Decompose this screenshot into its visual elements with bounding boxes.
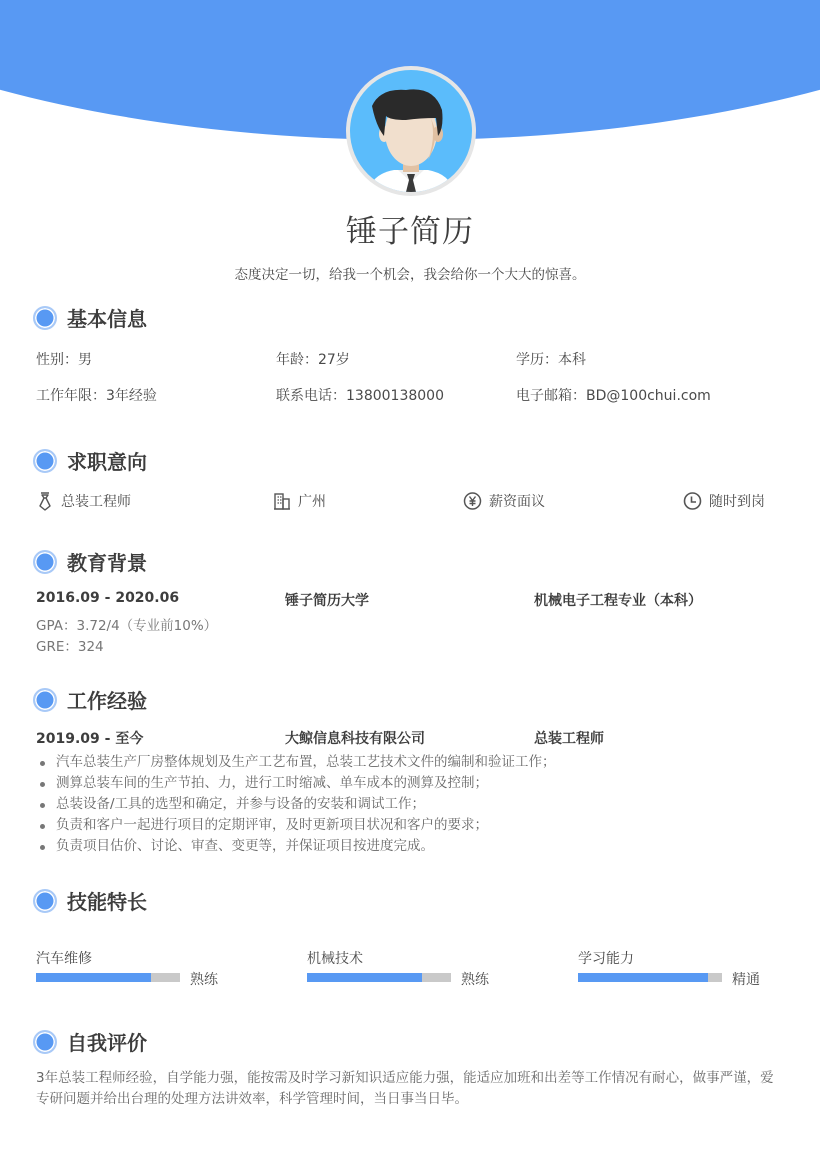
section-title: 工作经验 — [67, 689, 147, 713]
phone-field: 联系电话：13800138000 — [276, 388, 444, 404]
email-field: 电子邮箱：BD@100chui.com — [516, 388, 711, 404]
skill-level: 熟练 — [461, 972, 489, 988]
avatar — [346, 66, 476, 196]
section-bullet-icon — [33, 688, 57, 712]
list-item: 测算总装车间的生产节拍、力，进行工时缩减、单车成本的测算及控制； — [36, 773, 556, 794]
gender-field: 性别：男 — [36, 352, 92, 368]
intent-availability-label: 随时到岗 — [709, 494, 765, 510]
section-title: 求职意向 — [67, 450, 147, 474]
work-years-field: 工作年限：3年经验 — [36, 388, 157, 404]
section-education — [33, 547, 147, 576]
intent-city-label: 广州 — [298, 494, 326, 510]
section-title: 教育背景 — [67, 551, 147, 575]
tie-icon — [36, 491, 54, 511]
education-major: 机械电子工程专业（本科） — [534, 593, 702, 609]
section-bullet-icon — [33, 306, 57, 330]
intent-city — [273, 491, 326, 511]
section-title: 技能特长 — [67, 890, 147, 914]
section-bullet-icon — [33, 889, 57, 913]
work-duties-list — [36, 752, 556, 857]
list-item: 负责项目估价、讨论、审查、变更等，并保证项目按进度完成。 — [36, 836, 556, 857]
list-item: 汽车总装生产厂房整体规划及生产工艺布置，总装工艺技术文件的编制和验证工作； — [36, 752, 556, 773]
list-item: 负责和客户一起进行项目的定期评审，及时更新项目状况和客户的要求； — [36, 815, 556, 836]
intent-position — [36, 491, 131, 511]
self-evaluation-text: 3年总装工程师经验，自学能力强，能按需及时学习新知识适应能力强，能适应加班和出差等工作情况有耐心，做事严谨，爱专研问题并给出台理的处理方法讲效率，科学管理时间，当日事当日毕。 — [36, 1070, 774, 1107]
skill-name: 学习能力 — [578, 951, 634, 967]
education-school: 锤子简历大学 — [285, 593, 369, 609]
intent-position-label: 总装工程师 — [61, 494, 131, 510]
section-work — [33, 685, 147, 714]
work-company: 大鲸信息科技有限公司 — [285, 731, 425, 747]
clock-icon — [683, 491, 702, 511]
work-period: 2019.09 - 至今 — [36, 731, 144, 747]
person-avatar-icon — [350, 70, 472, 192]
skill-progress-bar — [36, 973, 180, 982]
section-title: 基本信息 — [67, 307, 147, 331]
education-gre: GRE：324 — [36, 639, 104, 655]
intent-salary-label: 薪资面议 — [489, 494, 545, 510]
intent-salary — [463, 491, 545, 511]
skill-item — [307, 948, 547, 988]
education-gpa: GPA：3.72/4（专业前10%） — [36, 618, 218, 634]
section-job-intent — [33, 446, 147, 475]
work-position: 总装工程师 — [534, 731, 604, 747]
skill-name: 机械技术 — [307, 951, 363, 967]
section-skills — [33, 886, 147, 915]
skill-level: 熟练 — [190, 972, 218, 988]
list-item: 总装设备/工具的选型和确定，并参与设备的安装和调试工作； — [36, 794, 556, 815]
section-self-evaluation — [33, 1027, 147, 1056]
resume-motto: 态度决定一切，给我一个机会，我会给你一个大大的惊喜。 — [234, 267, 586, 283]
education-level-field: 学历：本科 — [516, 352, 586, 368]
section-bullet-icon — [33, 1030, 57, 1054]
skill-progress-bar — [307, 973, 451, 982]
skill-item — [578, 948, 818, 988]
section-basic-info — [33, 303, 147, 332]
skill-name: 汽车维修 — [36, 951, 92, 967]
section-title: 自我评价 — [67, 1031, 147, 1055]
resume-name: 锤子简历 — [346, 214, 474, 250]
education-period: 2016.09 - 2020.06 — [36, 590, 180, 606]
building-icon — [273, 491, 291, 511]
section-bullet-icon — [33, 449, 57, 473]
skill-item — [36, 948, 276, 988]
skill-progress-bar — [578, 973, 722, 982]
intent-availability — [683, 491, 765, 511]
section-bullet-icon — [33, 550, 57, 574]
yen-icon — [463, 491, 482, 511]
skill-level: 精通 — [732, 972, 760, 988]
age-field: 年龄：27岁 — [276, 352, 350, 368]
